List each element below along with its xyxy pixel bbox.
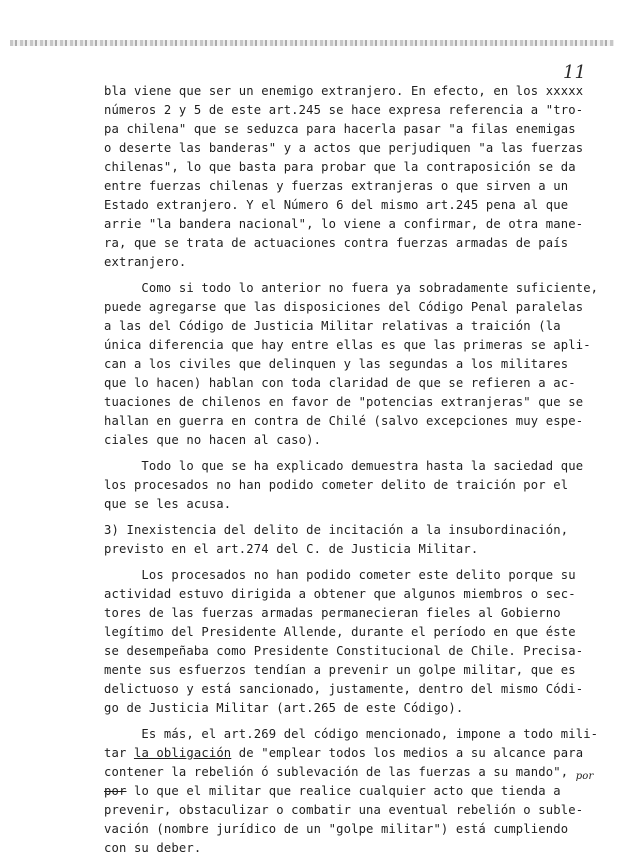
text-line: Como si todo lo anterior no fuera ya sobradamente suficiente, (104, 281, 599, 295)
scanned-top-edge (10, 40, 614, 46)
text-line: tuaciones de chilenos en favor de "potencias extranjeras" que se (104, 395, 584, 409)
text-line-with-annotation (104, 763, 594, 782)
struck-word: por (104, 784, 127, 798)
text-line: que se les acusa. (104, 497, 232, 511)
text-line: chilenas", lo que basta para probar que la contraposición se da (104, 160, 576, 174)
text-fragment: lo que el militar que realice cualquier acto que tienda a (126, 784, 561, 798)
text-line: legítimo del Presidente Allende, durante el período en que éste (104, 625, 576, 639)
document-body (104, 82, 599, 858)
text-line: pa chilena" que se seduzca para hacerla pasar "a filas enemigas (104, 122, 576, 136)
text-line: Todo lo que se ha explicado demuestra hasta la saciedad que (104, 459, 584, 473)
text-line: actividad estuvo dirigida a obtener que algunos miembros o sec- (104, 587, 576, 601)
text-line: ciales que no hacen al caso). (104, 433, 322, 447)
text-line: puede agregarse que las disposiciones del Código Penal paralelas (104, 300, 584, 314)
text-line: los procesados no han podido cometer delito de traición por el (104, 478, 569, 492)
underlined-phrase: la obligación (133, 746, 232, 760)
text-line: números 2 y 5 de este art.245 se hace expresa referencia a "tro- (104, 103, 584, 117)
text-line: arrie "la bandera nacional", lo viene a confirmar, de otra mane- (104, 217, 584, 231)
text-line: Estado extranjero. Y el Número 6 del mismo art.245 pena al que (104, 198, 569, 212)
text-line: mente sus esfuerzos tendían a prevenir un golpe militar, que es (104, 663, 576, 677)
text-line: prevenir, obstaculizar o combatir una eventual rebelión o suble- (104, 803, 584, 817)
text-line: a las del Código de Justicia Militar relativas a traición (la (104, 319, 561, 333)
text-fragment: de "emplear todos los medios a su alcance para (231, 746, 584, 760)
text-line: can a los civiles que delinquen y las segundas a los militares (104, 357, 569, 371)
text-line: o deserte las banderas" y a actos que perjudiquen "a las fuerzas (104, 141, 584, 155)
text-line-with-strikethrough (104, 782, 594, 801)
text-line: Los procesados no han podido cometer este delito porque su (104, 568, 576, 582)
section-heading: 3) Inexistencia del delito de incitación a la insubordinación, (104, 523, 569, 537)
text-line: Es más, el art.269 del código mencionado, impone a todo mili- (104, 727, 599, 741)
text-fragment: tar (104, 746, 134, 760)
text-line: tores de las fuerzas armadas permanecieran fieles al Gobierno (104, 606, 561, 620)
text-line: se desempeñaba como Presidente Constitucional de Chile. Precisa- (104, 644, 584, 658)
text-line: que lo hacen) hablan con toda claridad de que se refieren a ac- (104, 376, 576, 390)
section-heading: previsto en el art.274 del C. de Justicia Militar. (104, 542, 479, 556)
text-line: única diferencia que hay entre ellas es que las primeras se apli- (104, 338, 591, 352)
text-line: bla viene que ser un enemigo extranjero. En efecto, en los xxxxx (104, 84, 584, 98)
text-line: delictuoso y está sancionado, justamente, dentro del mismo Códi- (104, 682, 584, 696)
text-line: vación (nombre jurídico de un "golpe militar") está cumpliendo (104, 822, 569, 836)
text-line: ra, que se trata de actuaciones contra fuerzas armadas de país (104, 236, 569, 250)
page-number: 11 (563, 62, 586, 83)
text-line: go de Justicia Militar (art.265 de este Código). (104, 701, 464, 715)
text-line: con su deber. (104, 841, 202, 855)
text-fragment: contener la rebelión ó sublevación de las fuerzas a su mando", (104, 765, 569, 779)
text-line-with-underline (104, 744, 594, 763)
text-line: hallan en guerra en contra de Chilé (salvo excepciones muy espe- (104, 414, 584, 428)
handwritten-annotation: por (575, 771, 594, 782)
text-line: extranjero. (104, 255, 187, 269)
text-line: entre fuerzas chilenas y fuerzas extranjeras o que sirven a un (104, 179, 569, 193)
